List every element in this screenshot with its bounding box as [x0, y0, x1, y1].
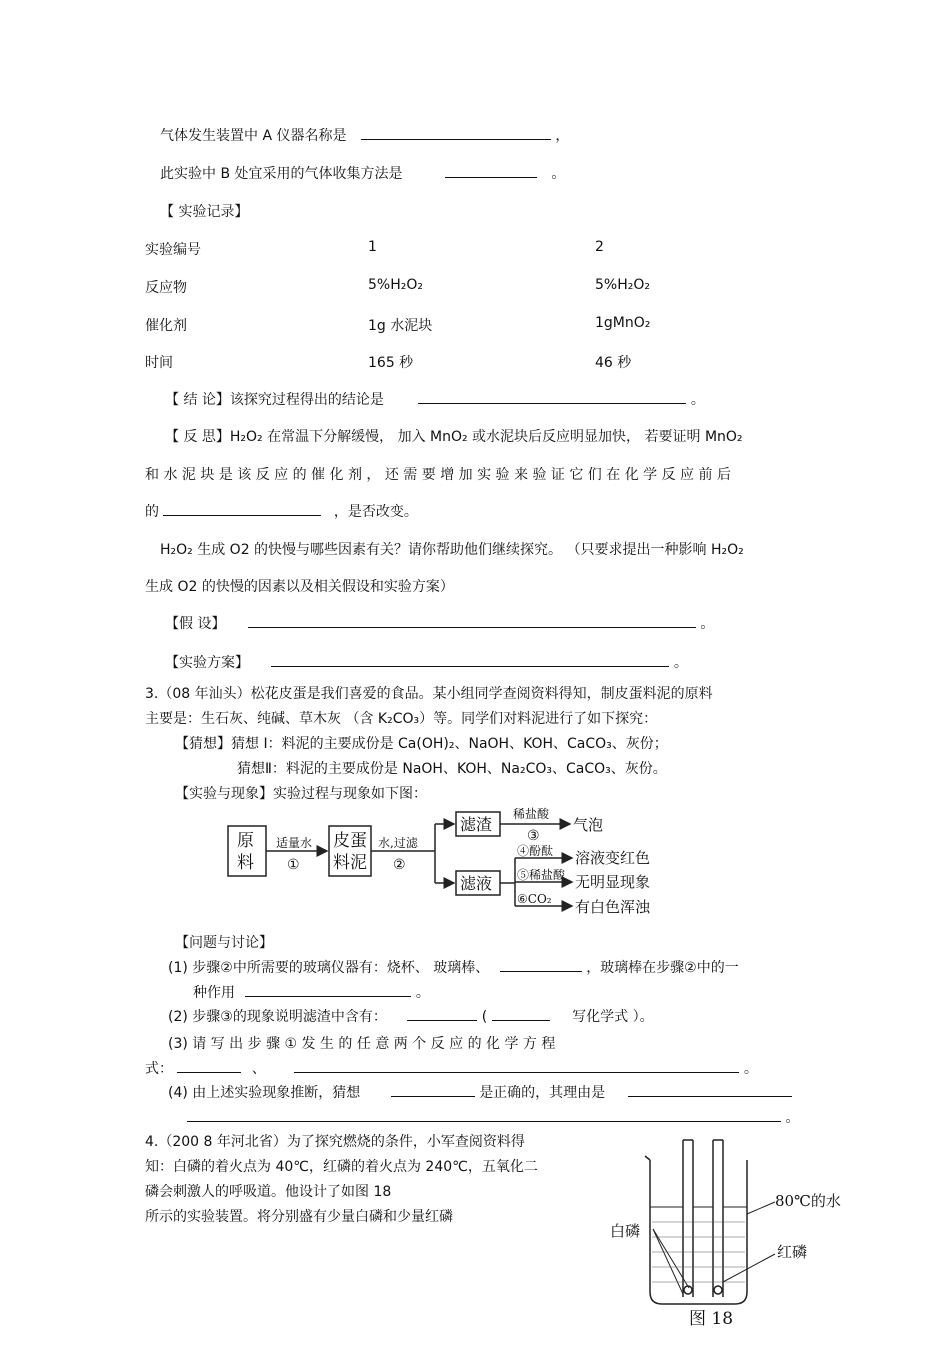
- answer-blank[interactable]: [248, 613, 696, 628]
- red-result: 溶液变红色: [575, 849, 651, 867]
- reflect-line2: 和 水 泥 块 是 该 反 应 的 催 化 剂 ， 还 需 要 增 加 实 验 来 验 证 它 们 在 化 学 反 应 前 后: [145, 467, 731, 483]
- answer-blank[interactable]: [187, 1107, 781, 1122]
- step3-number: ③: [527, 828, 540, 844]
- table-cell: 时间: [145, 355, 173, 371]
- problem-3b: 式： 、 。: [145, 1058, 758, 1078]
- table-cell: 反应物: [145, 280, 187, 296]
- plan-line: 【实验方案】 。: [165, 652, 688, 672]
- problem-4b: 。: [187, 1107, 799, 1127]
- step2-label: 水,过滤: [378, 836, 418, 850]
- reflect-line3: 的 ，是否改变。: [145, 501, 418, 521]
- table-cell: 1: [368, 239, 377, 255]
- step1-label: 适量水: [276, 836, 313, 850]
- problem-4a: (4) 由上述实验现象推断，猜想 是正确的，其理由是: [168, 1082, 792, 1102]
- raw-label-1: 原: [237, 831, 254, 851]
- table-cell: 46 秒: [595, 355, 632, 371]
- problem-3a: (3) 请 写 出 步 骤 ① 发 生 的 任 意 两 个 反 应 的 化 学 方 程: [168, 1036, 556, 1052]
- answer-blank[interactable]: [245, 982, 411, 997]
- step1-number: ①: [287, 857, 300, 873]
- step2-number: ②: [393, 857, 406, 873]
- answer-blank[interactable]: [177, 1058, 241, 1073]
- q4-line1: 4.（200 8 年河北省）为了探究燃烧的条件，小军查阅资料得: [145, 1134, 525, 1150]
- phenol-label: ④酚酞: [517, 844, 554, 858]
- co2-label: ⑥CO₂: [517, 892, 552, 906]
- answer-blank[interactable]: [418, 389, 686, 404]
- white-phosphorus-label: 白磷: [610, 1222, 641, 1240]
- q3-line2: 主要是：生石灰、纯碱、草木灰 （含 K₂CO₃）等。同学们对料泥进行了如下探究：: [145, 711, 658, 727]
- water-label: 80℃的水: [775, 1192, 841, 1210]
- beaker: [650, 1160, 747, 1304]
- raw-label-2: 料: [237, 853, 254, 873]
- answer-blank[interactable]: [628, 1082, 792, 1097]
- discuss-heading: 【问题与讨论】: [175, 935, 273, 951]
- filtrate-label: 滤液: [460, 874, 493, 893]
- mud-label-2: 料泥: [333, 853, 367, 873]
- bubble-result: 气泡: [573, 816, 604, 834]
- exp-heading: 【实验与现象】实验过程与现象如下图：: [175, 786, 427, 802]
- answer-blank[interactable]: [391, 1082, 475, 1097]
- figure-caption: 图 18: [689, 1309, 734, 1329]
- figure-18: [605, 1132, 845, 1332]
- mud-label-1: 皮蛋: [333, 831, 367, 851]
- q4-line3: 磷会刺激人的呼吸道。他设计了如图 18: [145, 1184, 392, 1200]
- acid-label: 稀盐酸: [513, 807, 550, 821]
- acid2-label: ⑤稀盐酸: [517, 868, 566, 882]
- answer-blank[interactable]: [492, 1006, 550, 1021]
- q4-line2: 知：白磷的着火点为 40℃，红磷的着火点为 240℃，五氧化二: [145, 1159, 538, 1175]
- answer-blank[interactable]: [271, 652, 669, 667]
- guess1: 【猜想】猜想 Ⅰ：料泥的主要成份是 Ca(OH)₂、NaOH、KOH、CaCO₃、灰份；: [175, 736, 668, 752]
- red-phosphorus: [714, 1286, 722, 1294]
- flow-diagram: [225, 800, 675, 925]
- table-cell: 1g 水泥块: [368, 318, 433, 334]
- turbid-result: 有白色浑浊: [575, 898, 651, 916]
- answer-blank[interactable]: [294, 1058, 739, 1073]
- answer-blank[interactable]: [163, 501, 321, 516]
- answer-blank[interactable]: [500, 957, 582, 972]
- guess2: 猜想Ⅱ：料泥的主要成份是 NaOH、KOH、Na₂CO₃、CaCO₃、灰份。: [237, 761, 667, 777]
- reflect-line1: 【 反 思】H₂O₂ 在常温下分解缓慢， 加入 MnO₂ 或水泥块后反应明显加快， 若要证明 MnO₂: [165, 429, 743, 445]
- table-cell: 实验编号: [145, 242, 201, 258]
- table-cell: 165 秒: [368, 355, 414, 371]
- table-cell: 2: [595, 239, 604, 255]
- table-cell: 5%H₂O₂: [368, 277, 423, 293]
- answer-blank[interactable]: [445, 163, 537, 178]
- q4-line4: 所示的实验装置。将分别盛有少量白磷和少量红磷: [145, 1209, 453, 1225]
- q2-line2: 此实验中 B 处宜采用的气体收集方法是 。: [160, 163, 565, 183]
- none-result: 无明显现象: [575, 873, 651, 891]
- residue-label: 滤渣: [460, 815, 493, 834]
- hypothesis-line: 【假 设】 。: [165, 613, 714, 633]
- conclusion-line: 【 结 论】该探究过程得出的结论是 。: [165, 389, 705, 409]
- extend-line1: H₂O₂ 生成 O2 的快慢与哪些因素有关？请你帮助他们继续探究。 （只要求提出一种影响 H₂O₂: [160, 542, 744, 558]
- table-cell: 5%H₂O₂: [595, 277, 650, 293]
- problem-2: (2) 步骤③的现象说明滤渣中含有： ( 写化学式 ）。: [168, 1006, 654, 1026]
- answer-blank[interactable]: [407, 1006, 477, 1021]
- problem-1a: (1) 步骤②中所需要的玻璃仪器有：烧杯、 玻璃棒、 ，玻璃棒在步骤②中的一: [168, 957, 739, 977]
- table-cell: 1gMnO₂: [595, 315, 651, 331]
- q3-line1: 3.（08 年汕头）松花皮蛋是我们喜爱的食品。某小组同学查阅资料得知，制皮蛋料泥的原料: [145, 686, 713, 702]
- record-heading: 【 实验记录】: [160, 204, 249, 220]
- extend-line2: 生成 O2 的快慢的因素以及相关假设和实验方案）: [145, 579, 454, 595]
- q2-line1: 气体发生装置中 A 仪器名称是 ，: [160, 125, 569, 145]
- problem-1b: 种作用 。: [193, 982, 430, 1002]
- red-phosphorus-label: 红磷: [777, 1243, 808, 1261]
- table-cell: 催化剂: [145, 318, 187, 334]
- answer-blank[interactable]: [361, 125, 551, 140]
